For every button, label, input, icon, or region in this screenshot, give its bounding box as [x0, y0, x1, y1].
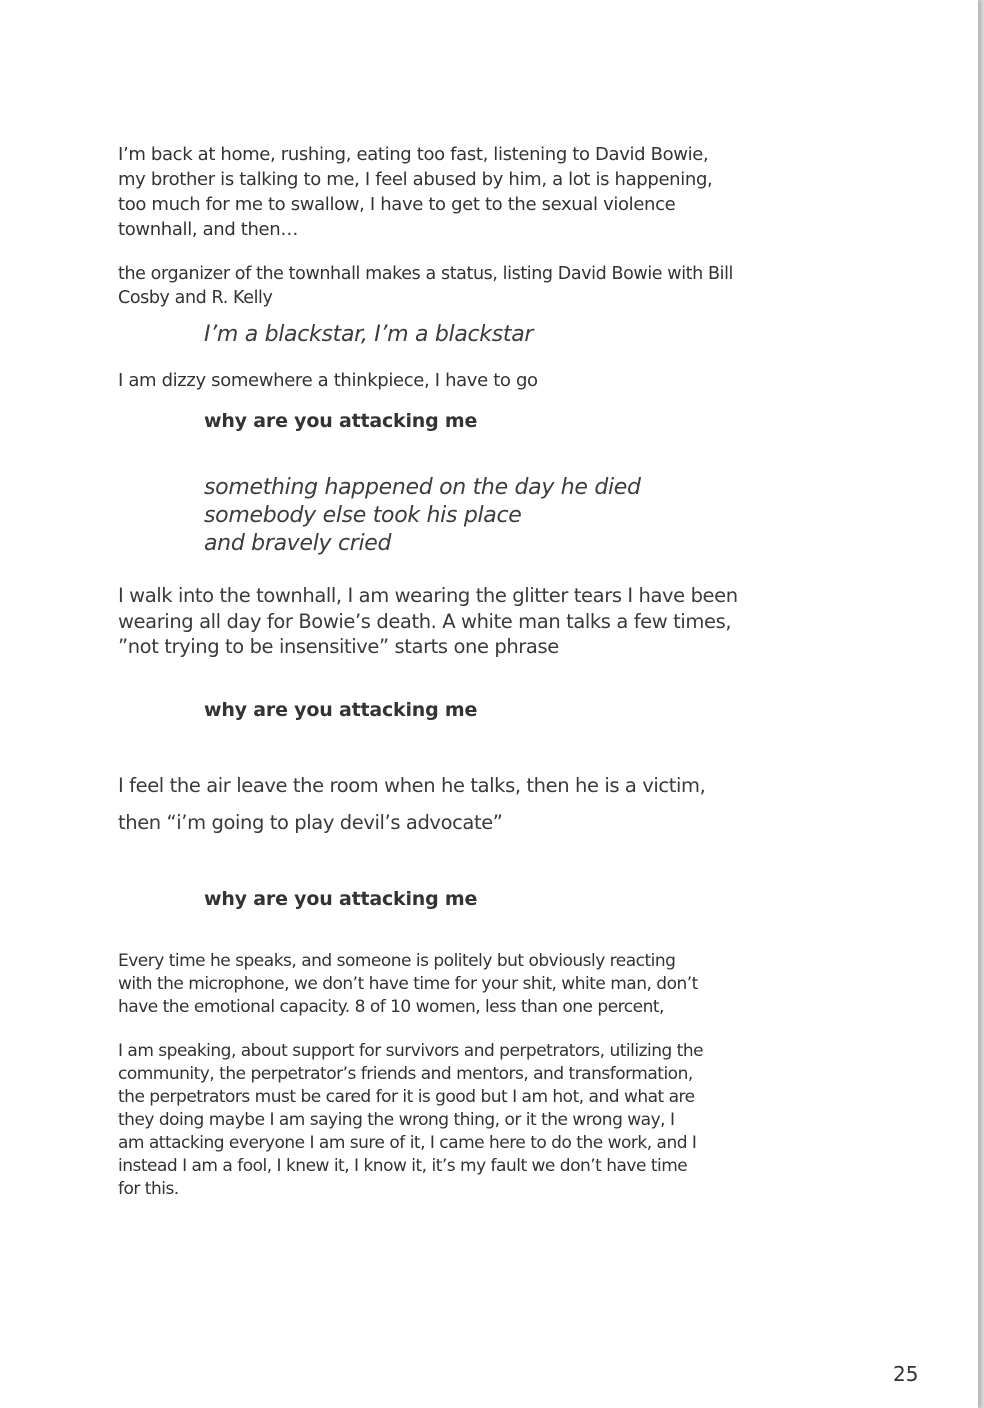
text-line: townhall, and then… [118, 219, 298, 240]
paragraph-townhall [118, 583, 738, 660]
text-line: I am speaking, about support for survivors and perpetrators, utilizing the [118, 1041, 704, 1061]
refrain-attacking-2 [204, 698, 477, 722]
text-line: instead I am a fool, I knew it, I know it, it’s my fault we don’t have time [118, 1156, 688, 1176]
text-line: wearing all day for Bowie’s death. A white man talks a few times, [118, 609, 732, 633]
text-line: and bravely cried [204, 531, 392, 556]
paragraph-home [118, 142, 712, 242]
text-line: why are you attacking me [204, 699, 478, 721]
text-line: I’m a blackstar, I’m a blackstar [204, 322, 534, 347]
page-number: 25 [893, 1362, 919, 1386]
text-line: the perpetrators must be cared for it is good but I am hot, and what are [118, 1087, 695, 1107]
text-line: something happened on the day he died [204, 475, 641, 500]
text-line: somebody else took his place [204, 503, 522, 528]
text-line: community, the perpetrator’s friends and mentors, and transformation, [118, 1064, 693, 1084]
text-line: too much for me to swallow, I have to get to the sexual violence [118, 194, 676, 215]
text-line: why are you attacking me [204, 888, 478, 910]
text-line: ”not trying to be insensitive” starts one phrase [118, 635, 559, 658]
text-line: Every time he speaks, and someone is politely but obviously reacting [118, 951, 676, 971]
paragraph-air-leave [118, 773, 705, 799]
refrain-attacking-1 [204, 409, 477, 433]
text-line: I walk into the townhall, I am wearing the glitter tears I have been [118, 584, 738, 607]
text-line: my brother is talking to me, I feel abused by him, a lot is happening, [118, 169, 713, 190]
paragraph-speaking [118, 1040, 703, 1201]
text-line: am attacking everyone I am sure of it, I came here to do the work, and I [118, 1133, 697, 1153]
text-line: for this. [118, 1179, 179, 1199]
text-line: Cosby and R. Kelly [118, 288, 273, 308]
text-line: they doing maybe I am saying the wrong thing, or it the wrong way, I [118, 1110, 675, 1130]
paragraph-organizer [118, 262, 733, 310]
paragraph-dizzy [118, 368, 538, 393]
refrain-attacking-3 [204, 887, 477, 911]
paragraph-devils-advocate [118, 810, 503, 836]
lyric-blackstar [204, 321, 533, 349]
text-line: why are you attacking me [204, 410, 478, 432]
text-line: I am dizzy somewhere a thinkpiece, I have to go [118, 370, 538, 391]
text-line: I feel the air leave the room when he talks, then he is a victim, [118, 774, 706, 797]
text-line: with the microphone, we don’t have time for your shit, white man, don’t [118, 974, 698, 994]
text-line: I’m back at home, rushing, eating too fast, listening to David Bowie, [118, 144, 709, 165]
text-line: the organizer of the townhall makes a status, listing David Bowie with Bill [118, 264, 733, 284]
text-line: then “i’m going to play devil’s advocate” [118, 811, 503, 834]
text-line: have the emotional capacity. 8 of 10 women, less than one percent, [118, 997, 664, 1017]
paragraph-every-time [118, 950, 698, 1019]
lyric-he-died [204, 474, 641, 558]
